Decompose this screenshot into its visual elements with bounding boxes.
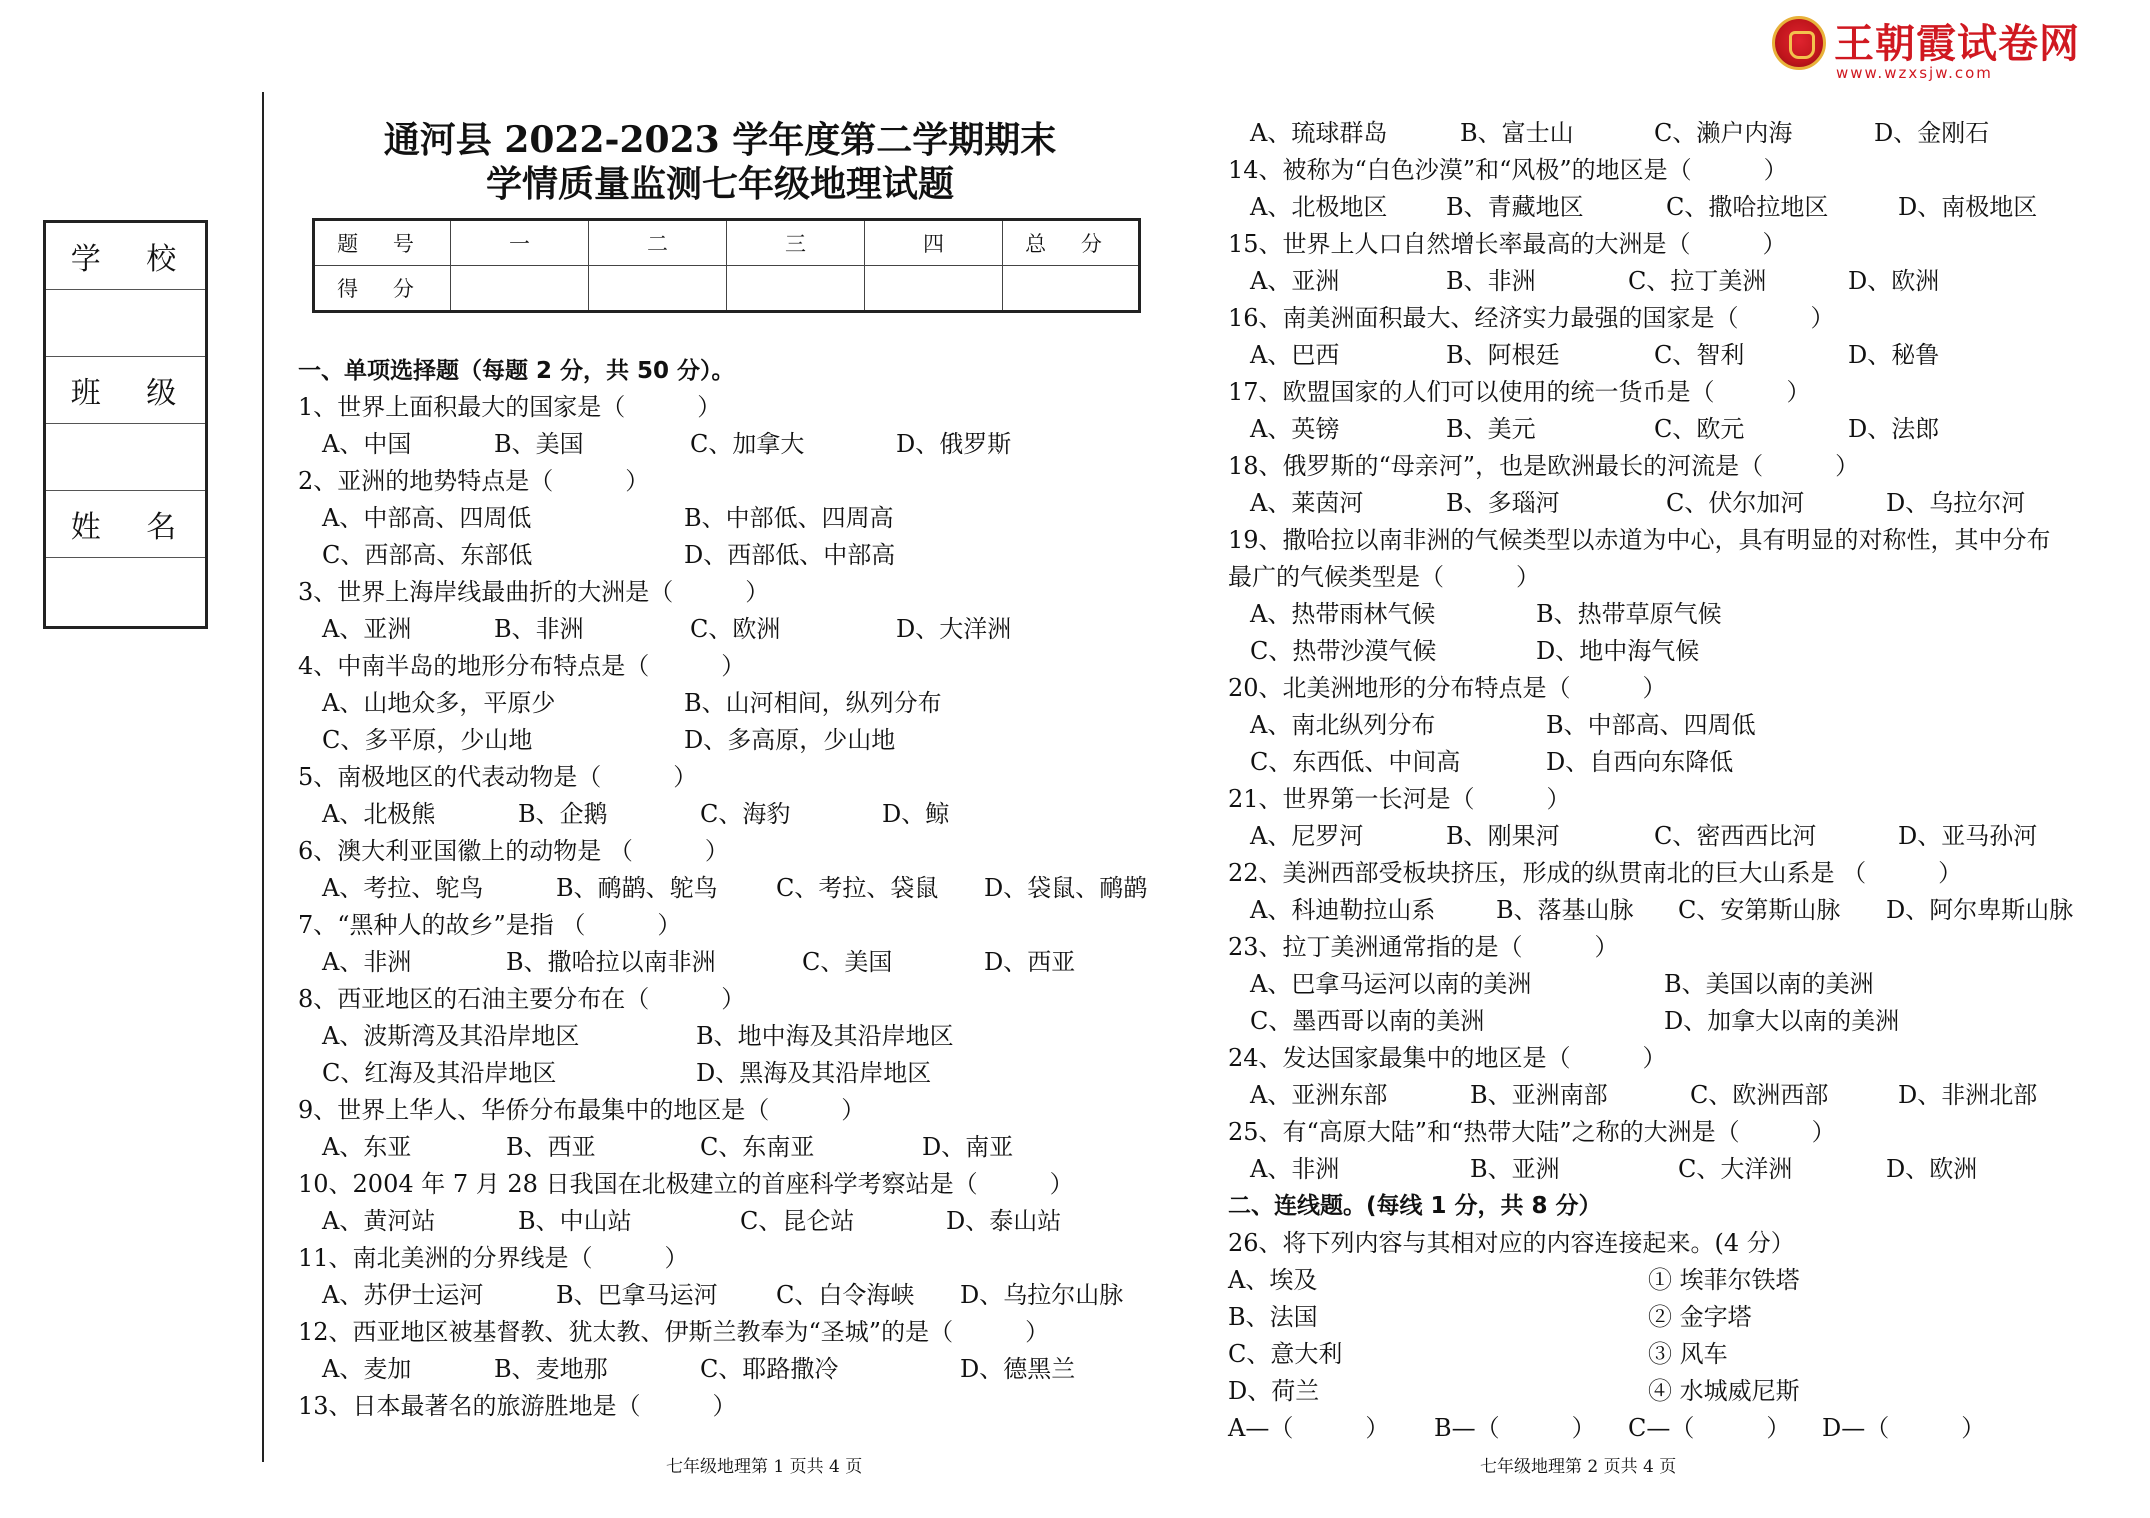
question: 12、西亚地区被基督教、犹太教、伊斯兰教奉为“圣城”的是（ ） xyxy=(298,1318,1050,1346)
option[interactable]: B、中山站 xyxy=(518,1207,632,1235)
option[interactable]: B、山河相间，纵列分布 xyxy=(684,689,942,717)
option[interactable]: B、中部高、四周低 xyxy=(1546,711,1756,739)
match-answer[interactable]: B—（ ） xyxy=(1434,1414,1596,1442)
option[interactable]: C、东西低、中间高 xyxy=(1250,748,1461,776)
score-header: 一 xyxy=(451,220,589,266)
option[interactable]: A、麦加 xyxy=(322,1355,412,1383)
option[interactable]: B、刚果河 xyxy=(1446,822,1560,850)
option[interactable]: D、德黑兰 xyxy=(960,1355,1076,1383)
option[interactable]: B、美国以南的美洲 xyxy=(1664,970,1874,998)
logo-brand: 王朝霞试卷网 xyxy=(1834,21,2080,67)
option[interactable]: C、墨西哥以南的美洲 xyxy=(1250,1007,1485,1035)
school-label: 学 校 xyxy=(46,223,205,290)
score-cell[interactable] xyxy=(589,266,727,312)
question: 22、美洲西部受板块挤压，形成的纵贯南北的巨大山系是 （ ） xyxy=(1228,859,1963,887)
option[interactable]: D、泰山站 xyxy=(946,1207,1062,1235)
score-cell[interactable] xyxy=(1003,266,1140,312)
option[interactable]: C、昆仑站 xyxy=(740,1207,855,1235)
match-right-item[interactable]: ④ 水城威尼斯 xyxy=(1648,1377,1800,1405)
option[interactable]: B、青藏地区 xyxy=(1446,193,1584,221)
option[interactable]: B、西亚 xyxy=(506,1133,596,1161)
option[interactable]: C、加拿大 xyxy=(690,430,805,458)
score-header: 三 xyxy=(727,220,865,266)
question: 8、西亚地区的石油主要分布在（ ） xyxy=(298,985,746,1013)
option[interactable]: A、北极地区 xyxy=(1250,193,1388,221)
option[interactable]: B、美国 xyxy=(494,430,584,458)
option[interactable]: D、黑海及其沿岸地区 xyxy=(696,1059,932,1087)
exam-title-line2: 学情质量监测七年级地理试题 xyxy=(485,163,954,205)
score-cell[interactable] xyxy=(865,266,1003,312)
option[interactable]: C、安第斯山脉 xyxy=(1678,896,1841,924)
class-label: 班 级 xyxy=(46,357,205,424)
option[interactable]: D、南极地区 xyxy=(1898,193,2038,221)
option[interactable]: B、撒哈拉以南非洲 xyxy=(506,948,716,976)
option[interactable]: D、欧洲 xyxy=(1848,267,1940,295)
question: 14、被称为“白色沙漠”和“风极”的地区是（ ） xyxy=(1228,156,1788,184)
score-table xyxy=(312,218,1141,313)
option[interactable]: C、拉丁美洲 xyxy=(1628,267,1767,295)
option[interactable]: A、热带雨林气候 xyxy=(1250,600,1436,628)
option[interactable]: C、濑户内海 xyxy=(1654,119,1793,147)
option[interactable]: D、西部低、中部高 xyxy=(684,541,896,569)
option[interactable]: B、麦地那 xyxy=(494,1355,608,1383)
option[interactable]: A、尼罗河 xyxy=(1250,822,1364,850)
option[interactable]: C、欧洲 xyxy=(690,615,781,643)
option[interactable]: B、中部低、四周高 xyxy=(684,504,894,532)
match-left-item[interactable]: D、荷兰 xyxy=(1228,1377,1320,1405)
option[interactable]: B、巴拿马运河 xyxy=(556,1281,718,1309)
option[interactable]: C、伏尔加河 xyxy=(1666,489,1805,517)
option[interactable]: A、亚洲 xyxy=(322,615,412,643)
option[interactable]: D、自西向东降低 xyxy=(1546,748,1734,776)
question: 24、发达国家最集中的地区是（ ） xyxy=(1228,1044,1667,1072)
option[interactable]: A、黄河站 xyxy=(322,1207,436,1235)
option[interactable]: B、鸸鹋、鸵鸟 xyxy=(556,874,718,902)
question: 23、拉丁美洲通常指的是（ ） xyxy=(1228,933,1619,961)
match-left-item[interactable]: C、意大利 xyxy=(1228,1340,1343,1368)
option[interactable]: A、南北纵列分布 xyxy=(1250,711,1436,739)
option[interactable]: C、红海及其沿岸地区 xyxy=(322,1059,557,1087)
option[interactable]: C、撒哈拉地区 xyxy=(1666,193,1829,221)
page-footer: 七年级地理第 1 页共 4 页 xyxy=(666,1457,863,1477)
option[interactable]: C、欧元 xyxy=(1654,415,1745,443)
match-left-item[interactable]: B、法国 xyxy=(1228,1303,1318,1331)
question: 6、澳大利亚国徽上的动物是 （ ） xyxy=(298,837,729,865)
option[interactable]: C、欧洲西部 xyxy=(1690,1081,1829,1109)
option[interactable]: D、南亚 xyxy=(922,1133,1014,1161)
option[interactable]: D、阿尔卑斯山脉 xyxy=(1886,896,2074,924)
option[interactable]: A、山地众多，平原少 xyxy=(322,689,556,717)
score-cell[interactable] xyxy=(451,266,589,312)
option[interactable]: A、北极熊 xyxy=(322,800,436,828)
question: 16、南美洲面积最大、经济实力最强的国家是（ ） xyxy=(1228,304,1835,332)
option[interactable]: D、俄罗斯 xyxy=(896,430,1012,458)
option[interactable]: A、中国 xyxy=(322,430,412,458)
question: 2、亚洲的地势特点是（ ） xyxy=(298,467,650,495)
score-header: 总 分 xyxy=(1003,220,1140,266)
option[interactable]: B、热带草原气候 xyxy=(1536,600,1722,628)
option[interactable]: D、大洋洲 xyxy=(896,615,1012,643)
option[interactable]: B、阿根廷 xyxy=(1446,341,1560,369)
option[interactable]: C、东南亚 xyxy=(700,1133,815,1161)
option[interactable]: C、考拉、袋鼠 xyxy=(776,874,939,902)
name-field[interactable] xyxy=(46,558,205,625)
question: 19、撒哈拉以南非洲的气候类型以赤道为中心，具有明显的对称性，其中分布 xyxy=(1228,526,2051,554)
question: 1、世界上面积最大的国家是（ ） xyxy=(298,393,722,421)
option[interactable]: D、秘鲁 xyxy=(1848,341,1940,369)
option[interactable]: A、苏伊士运河 xyxy=(322,1281,484,1309)
option[interactable]: A、考拉、鸵鸟 xyxy=(322,874,484,902)
option[interactable]: D、地中海气候 xyxy=(1536,637,1700,665)
option[interactable]: B、美元 xyxy=(1446,415,1536,443)
logo-url: www.wzxsjw.com xyxy=(1836,64,1993,82)
option[interactable]: A、非洲 xyxy=(1250,1155,1340,1183)
option[interactable]: D、金刚石 xyxy=(1874,119,1990,147)
section-title: 二、连线题。(每线 1 分，共 8 分） xyxy=(1228,1193,1602,1219)
option[interactable]: D、法郎 xyxy=(1848,415,1940,443)
question-continued: 最广的气候类型是（ ） xyxy=(1228,563,1540,591)
match-answer[interactable]: C—（ ） xyxy=(1628,1414,1791,1442)
option[interactable]: C、大洋洲 xyxy=(1678,1155,1793,1183)
option[interactable]: D、乌拉尔河 xyxy=(1886,489,2026,517)
question: 25、有“高原大陆”和“热带大陆”之称的大洲是（ ） xyxy=(1228,1118,1836,1146)
option[interactable]: D、亚马孙河 xyxy=(1898,822,2038,850)
question: 18、俄罗斯的“母亲河”，也是欧洲最长的河流是（ ） xyxy=(1228,452,1860,480)
score-header: 题 号 xyxy=(314,220,451,266)
option[interactable]: C、密西西比河 xyxy=(1654,822,1817,850)
question: 5、南极地区的代表动物是（ ） xyxy=(298,763,698,791)
option[interactable]: B、富士山 xyxy=(1460,119,1574,147)
option[interactable]: A、东亚 xyxy=(322,1133,412,1161)
question: 15、世界上人口自然增长率最高的大洲是（ ） xyxy=(1228,230,1787,258)
option[interactable]: A、科迪勒拉山系 xyxy=(1250,896,1436,924)
option[interactable]: A、琉球群岛 xyxy=(1250,119,1388,147)
question: 20、北美洲地形的分布特点是（ ） xyxy=(1228,674,1667,702)
name-label: 姓 名 xyxy=(46,491,205,558)
binding-line xyxy=(262,92,264,1462)
match-answer[interactable]: A—（ ） xyxy=(1228,1414,1390,1442)
score-header-row xyxy=(314,220,1140,266)
emblem-icon xyxy=(1772,16,1826,70)
school-field[interactable] xyxy=(46,290,205,357)
option[interactable]: D、加拿大以南的美洲 xyxy=(1664,1007,1900,1035)
option[interactable]: D、袋鼠、鸸鹋 xyxy=(984,874,1148,902)
option[interactable]: A、英镑 xyxy=(1250,415,1340,443)
option[interactable]: D、多高原，少山地 xyxy=(684,726,896,754)
question: 9、世界上华人、华侨分布最集中的地区是（ ） xyxy=(298,1096,866,1124)
option[interactable]: A、中部高、四周低 xyxy=(322,504,532,532)
option[interactable]: B、多瑙河 xyxy=(1446,489,1560,517)
option[interactable]: D、西亚 xyxy=(984,948,1076,976)
class-field[interactable] xyxy=(46,424,205,491)
page-footer: 七年级地理第 2 页共 4 页 xyxy=(1480,1457,1677,1477)
option[interactable]: B、企鹅 xyxy=(518,800,608,828)
option[interactable]: A、波斯湾及其沿岸地区 xyxy=(322,1022,580,1050)
option[interactable]: A、亚洲 xyxy=(1250,267,1340,295)
option[interactable]: C、西部高、东部低 xyxy=(322,541,533,569)
student-info-box xyxy=(43,220,208,629)
question: 13、日本最著名的旅游胜地是（ ） xyxy=(298,1392,737,1420)
option[interactable]: D、非洲北部 xyxy=(1898,1081,2038,1109)
section-title: 一、单项选择题（每题 2 分，共 50 分）。 xyxy=(298,358,735,384)
question: 4、中南半岛的地形分布特点是（ ） xyxy=(298,652,746,680)
score-cell[interactable] xyxy=(727,266,865,312)
option[interactable]: C、多平原，少山地 xyxy=(322,726,533,754)
site-logo xyxy=(1772,14,2092,80)
option[interactable]: C、耶路撒冷 xyxy=(700,1355,839,1383)
option[interactable]: B、非洲 xyxy=(494,615,584,643)
score-row-label: 得 分 xyxy=(314,266,451,312)
match-answer[interactable]: D—（ ） xyxy=(1822,1414,1986,1442)
option[interactable]: C、海豹 xyxy=(700,800,791,828)
question: 26、将下列内容与其相对应的内容连接起来。(4 分） xyxy=(1228,1229,1795,1257)
option[interactable]: A、亚洲东部 xyxy=(1250,1081,1388,1109)
match-right-item[interactable]: ② 金字塔 xyxy=(1648,1303,1752,1331)
option[interactable]: C、美国 xyxy=(802,948,893,976)
option[interactable]: B、非洲 xyxy=(1446,267,1536,295)
question: 3、世界上海岸线最曲折的大洲是（ ） xyxy=(298,578,770,606)
option[interactable]: C、热带沙漠气候 xyxy=(1250,637,1437,665)
option[interactable]: A、莱茵河 xyxy=(1250,489,1364,517)
option[interactable]: A、巴拿马运河以南的美洲 xyxy=(1250,970,1532,998)
option[interactable]: A、非洲 xyxy=(322,948,412,976)
option[interactable]: B、亚洲 xyxy=(1470,1155,1560,1183)
option[interactable]: D、乌拉尔山脉 xyxy=(960,1281,1124,1309)
match-left-item[interactable]: A、埃及 xyxy=(1228,1266,1318,1294)
match-right-item[interactable]: ③ 风车 xyxy=(1648,1340,1728,1368)
question: 21、世界第一长河是（ ） xyxy=(1228,785,1571,813)
question: 7、“黑种人的故乡”是指 （ ） xyxy=(298,911,682,939)
option[interactable]: C、智利 xyxy=(1654,341,1745,369)
option[interactable]: D、鲸 xyxy=(882,800,950,828)
option[interactable]: B、亚洲南部 xyxy=(1470,1081,1608,1109)
option[interactable]: B、地中海及其沿岸地区 xyxy=(696,1022,954,1050)
option[interactable]: B、落基山脉 xyxy=(1496,896,1634,924)
option[interactable]: D、欧洲 xyxy=(1886,1155,1978,1183)
match-right-item[interactable]: ① 埃菲尔铁塔 xyxy=(1648,1266,1800,1294)
score-header: 四 xyxy=(865,220,1003,266)
question: 10、2004 年 7 月 28 日我国在北极建立的首座科学考察站是（ ） xyxy=(298,1170,1074,1198)
question: 11、南北美洲的分界线是（ ） xyxy=(298,1244,689,1272)
score-row xyxy=(314,266,1140,312)
option[interactable]: A、巴西 xyxy=(1250,341,1340,369)
question: 17、欧盟国家的人们可以使用的统一货币是（ ） xyxy=(1228,378,1811,406)
option[interactable]: C、白令海峡 xyxy=(776,1281,915,1309)
score-header: 二 xyxy=(589,220,727,266)
exam-title-line1: 通河县 2022-2023 学年度第二学期期末 xyxy=(383,119,1057,161)
